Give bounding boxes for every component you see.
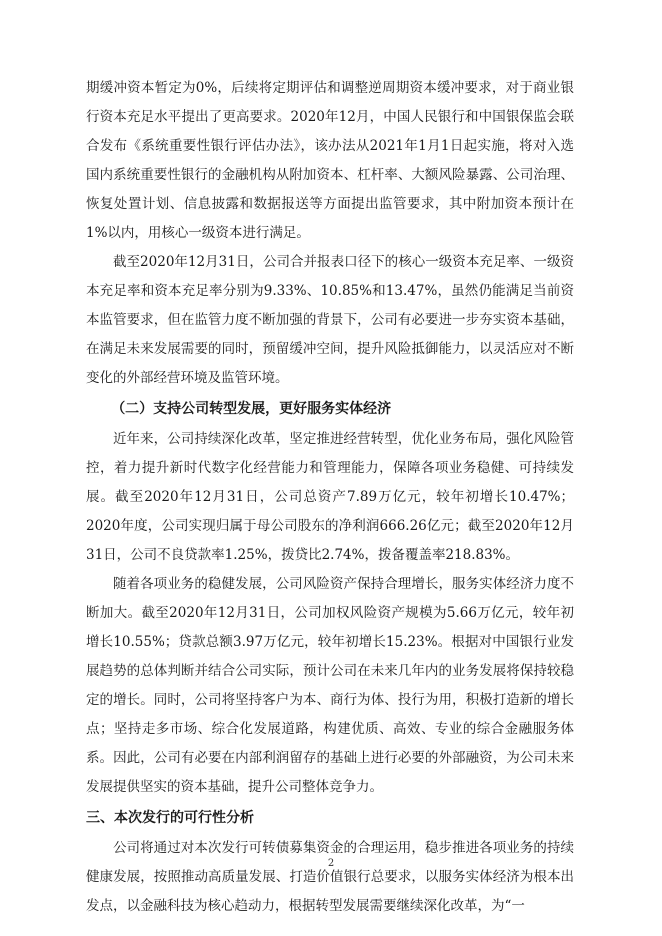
paragraph-capital-ratios: 截至2020年12月31日，公司合并报表口径下的核心一级资本充足率、一级资本充足率和资本充足率分别为9.33%、10.85%和13.47%，虽然仍能满足当前资本监管要求，但在监管力度不断加强的背景下，公司有必要进一步夯实资本基础，在满足未来发展需要的同时，预留缓冲空间，提升风险抵御能力，以灵活应对不断变化的外部经营环境及监管环境。 <box>86 254 574 386</box>
paragraph-risk-assets: 随着各项业务的稳健发展，公司风险资产保持合理增长，服务实体经济力度不断加大。截至2020年12月31日，公司加权风险资产规模为5.66万亿元，较年初增长10.55%；贷款总额3.97万亿元，较年初增长15.23%。根据对中国银行业发展趋势的总体判断并结合公司实际，预计公司在未来几年内的业务发展将保持较稳定的增长。同时，公司将坚持客户为本、商行为体、投行为用，积极打造新的增长点；坚持走多市场、综合化发展道路，构建优质、高效、专业的综合金融服务体系。因此，公司有必要在内部利润留存的基础上进行必要的外部融资，为公司未来发展提供坚实的资本基础，提升公司整体竞争力。 <box>86 576 574 795</box>
paragraph-reform-results: 近年来，公司持续深化改革，坚定推进经营转型，优化业务布局，强化风险管控，着力提升新时代数字化经营能力和管理能力，保障各项业务稳健、可持续发展。截至2020年12月31日，公司总资产7.89万亿元，较年初增长10.47%；2020年度，公司实现归属于母公司股东的净利润666.26亿元；截至2020年12月31日，公司不良贷款率1.25%，拨贷比2.74%，拨备覆盖率218.83%。 <box>86 431 574 563</box>
paragraph-capital-requirements: 期缓冲资本暂定为0%，后续将定期评估和调整逆周期资本缓冲要求，对于商业银行资本充足水平提出了更高要求。2020年12月，中国人民银行和中国银保监会联合发布《系统重要性银行评估办法》，该办法从2021年1月1日起实施，将对入选国内系统重要性银行的金融机构从附加资本、杠杆率、大额风险暴露、公司治理、恢复处置计划、信息披露和数据报送等方面提出监管要求，其中附加资本预计在1%以内，用核心一级资本进行满足。 <box>86 80 574 241</box>
section-heading-feasibility: 三、本次发行的可行性分析 <box>86 810 254 826</box>
page-number: 2 <box>327 858 335 869</box>
document-body <box>86 74 574 921</box>
section-heading-transformation: （二）支持公司转型发展，更好服务实体经济 <box>111 401 392 417</box>
paragraph-feasibility: 公司将通过对本次发行可转债募集资金的合理运用，稳步推进各项业务的持续健康发展，按照推动高质量发展、打造价值银行总要求，以服务实体经济为根本出发点，以金融科技为核心趋动力，根据转型发展需要继续深化改革，为“一 <box>86 840 574 914</box>
